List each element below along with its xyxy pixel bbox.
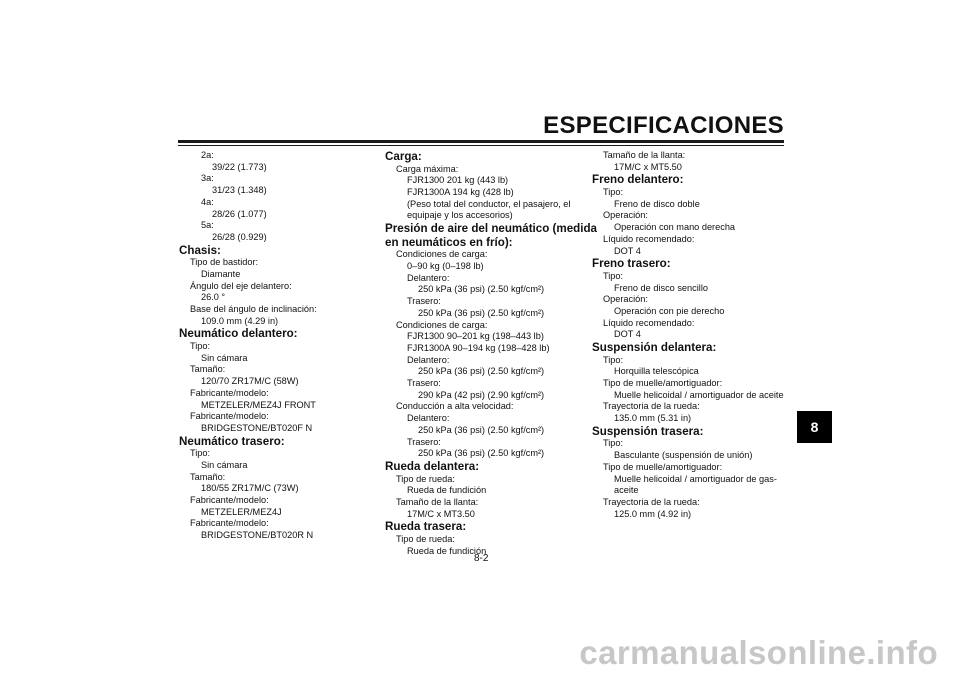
chapter-tab-label: 8 [810, 419, 819, 435]
spec-line: Base del ángulo de inclinación: [190, 304, 317, 315]
spec-line: Muelle helicoidal / amortiguador de aceite [614, 389, 784, 400]
section-heading: Suspensión trasera: [592, 424, 704, 438]
spec-line: Trasero: [407, 436, 441, 447]
spec-line: Operación: [603, 294, 648, 305]
spec-line: Tamaño: [190, 364, 226, 375]
spec-line: 135.0 mm (5.31 in) [614, 413, 692, 424]
spec-line: 3a: [201, 173, 214, 184]
spec-line: Rueda de fundición [407, 545, 487, 556]
spec-line: 31/23 (1.348) [212, 185, 267, 196]
spec-line: 39/22 (1.773) [212, 161, 267, 172]
spec-line: 17M/C x MT5.50 [614, 161, 682, 172]
section-heading: Neumático trasero: [179, 434, 285, 448]
section-heading: en neumáticos en frío): [385, 235, 513, 249]
spec-line: Tipo: [603, 187, 624, 197]
spec-line: Sin cámara [201, 352, 248, 363]
spec-line: Tipo de bastidor: [190, 257, 259, 268]
spec-line: Sin cámara [201, 459, 248, 470]
spec-line: Fabricante/modelo: [190, 387, 269, 398]
spec-line: 180/55 ZR17M/C (73W) [201, 483, 299, 494]
spec-column-3 [592, 150, 792, 520]
spec-line: Freno de disco doble [614, 198, 700, 209]
spec-line: Condiciones de carga: [396, 319, 488, 330]
spec-line: 125.0 mm (4.92 in) [614, 508, 692, 519]
spec-line: Carga máxima: [396, 163, 459, 174]
spec-line: Líquido recomendado: [603, 233, 695, 244]
spec-line: METZELER/MEZ4J FRONT [201, 399, 316, 410]
watermark: carmanualsonline.info [579, 634, 938, 671]
spec-line: 109.0 mm (4.29 in) [201, 315, 279, 326]
spec-line: Fabricante/modelo: [190, 495, 269, 506]
spec-line: FJR1300A 90–194 kg (198–428 lb) [407, 342, 550, 353]
section-heading: Freno trasero: [592, 257, 671, 271]
chapter-tab [797, 411, 832, 443]
spec-line: Tamaño de la llanta: [603, 150, 686, 160]
spec-line: aceite [614, 485, 639, 496]
spec-line: Rueda de fundición [407, 485, 487, 496]
spec-line: Ángulo del eje delantero: [190, 280, 292, 291]
section-heading: Suspensión delantera: [592, 341, 717, 355]
spec-line: 120/70 ZR17M/C (58W) [201, 376, 299, 387]
spec-line: (Peso total del conductor, el pasajero, el [407, 198, 571, 209]
spec-line: Fabricante/modelo: [190, 518, 269, 529]
spec-line: DOT 4 [614, 329, 641, 340]
spec-line: 28/26 (1.077) [212, 208, 267, 219]
spec-line: Tipo de rueda: [396, 473, 455, 484]
spec-line: Tipo: [603, 270, 624, 281]
spec-line: 17M/C x MT3.50 [407, 508, 475, 519]
spec-line: Tipo: [190, 448, 211, 459]
spec-line: Delantero: [407, 413, 450, 424]
spec-line: FJR1300 90–201 kg (198–443 lb) [407, 331, 544, 342]
spec-line: Trasero: [407, 378, 441, 389]
spec-line: FJR1300A 194 kg (428 lb) [407, 187, 514, 197]
page-number: 8-2 [474, 553, 489, 564]
spec-column-1 [179, 150, 374, 542]
section-heading: Carga: [385, 150, 422, 163]
spec-line: 250 kPa (36 psi) (2.50 kgf/cm²) [418, 307, 545, 318]
spec-line: Tipo: [603, 354, 624, 365]
spec-line: Tipo de rueda: [396, 533, 455, 544]
spec-line: Horquilla telescópica [614, 366, 699, 377]
spec-line: Diamante [201, 268, 241, 279]
header-rule-thin [178, 145, 784, 146]
spec-line: 290 kPa (42 psi) (2.90 kgf/cm²) [418, 389, 545, 400]
spec-line: Tamaño: [190, 471, 226, 482]
spec-line: Trayectoria de la rueda: [603, 401, 700, 412]
section-heading: Presión de aire del neumático (medida [385, 222, 597, 236]
spec-line: Tamaño de la llanta: [396, 496, 479, 507]
spec-line: 250 kPa (36 psi) (2.50 kgf/cm²) [418, 424, 545, 435]
spec-line: Fabricante/modelo: [190, 411, 269, 422]
spec-line: 26/28 (0.929) [212, 231, 267, 242]
spec-line: 250 kPa (36 psi) (2.50 kgf/cm²) [418, 366, 545, 377]
section-heading: Rueda trasera: [385, 520, 467, 534]
section-heading: Chasis: [179, 243, 221, 257]
spec-line: Conducción a alta velocidad: [396, 401, 514, 412]
spec-line: Delantero: [407, 272, 450, 283]
spec-line: FJR1300 201 kg (443 lb) [407, 175, 509, 186]
spec-line: Freno de disco sencillo [614, 282, 708, 293]
spec-line: Operación: [603, 210, 648, 221]
spec-line: Trasero: [407, 296, 441, 307]
spec-line: Tipo: [190, 341, 211, 352]
section-heading: Freno delantero: [592, 173, 684, 187]
spec-line: Condiciones de carga: [396, 249, 488, 260]
spec-line: METZELER/MEZ4J [201, 506, 282, 517]
spec-line: equipaje y los accesorios) [407, 210, 513, 221]
spec-line: Líquido recomendado: [603, 317, 695, 328]
section-heading: Neumático delantero: [179, 327, 298, 341]
spec-line: Basculante (suspensión de unión) [614, 450, 753, 461]
spec-line: 250 kPa (36 psi) (2.50 kgf/cm²) [418, 448, 545, 459]
spec-line: DOT 4 [614, 245, 641, 256]
spec-line: Tipo de muelle/amortiguador: [603, 461, 723, 472]
header-rule-thick [178, 140, 784, 143]
spec-line: Tipo de muelle/amortiguador: [603, 378, 723, 389]
section-heading: Rueda delantera: [385, 459, 480, 473]
spec-line: 5a: [201, 220, 214, 231]
spec-line: Muelle helicoidal / amortiguador de gas- [614, 473, 777, 484]
spec-line: Trayectoria de la rueda: [603, 496, 700, 507]
page-title: ESPECIFICACIONES [543, 112, 784, 139]
spec-line: Operación con pie derecho [614, 305, 725, 316]
spec-line: Operación con mano derecha [614, 222, 736, 233]
spec-line: 4a: [201, 196, 214, 207]
spec-line: 2a: [201, 150, 214, 160]
spec-line: BRIDGESTONE/BT020F N [201, 422, 313, 433]
spec-line: Tipo: [603, 438, 624, 449]
spec-line: Delantero: [407, 354, 450, 365]
spec-column-2 [385, 150, 597, 557]
spec-line: 0–90 kg (0–198 lb) [407, 261, 484, 271]
spec-line: 250 kPa (36 psi) (2.50 kgf/cm²) [418, 284, 545, 295]
spec-line: 26.0 ° [201, 292, 226, 303]
spec-line: BRIDGESTONE/BT020R N [201, 530, 314, 541]
